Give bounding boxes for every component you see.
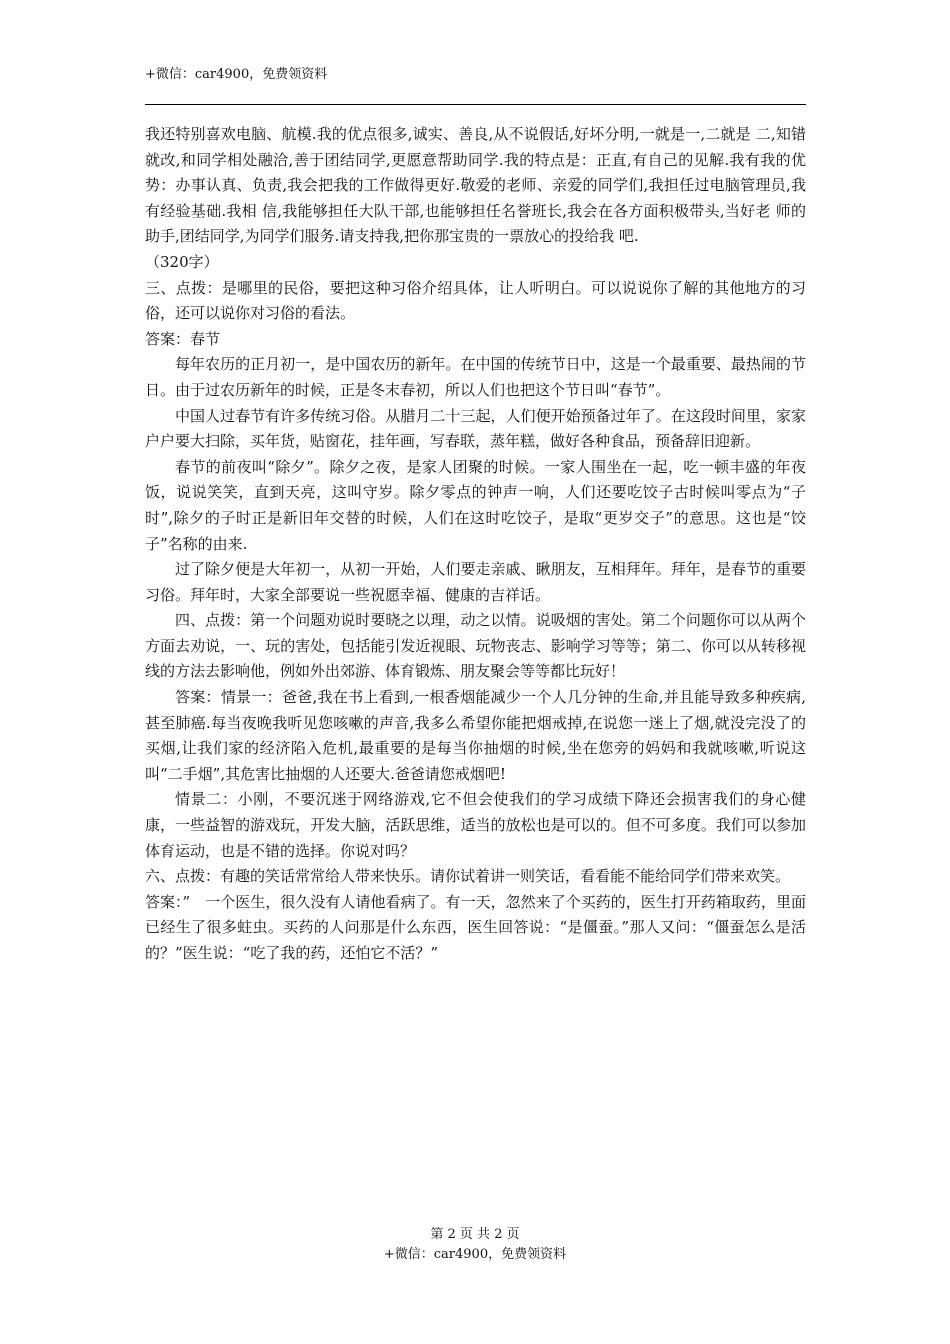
paragraph-word-count: （320字） — [145, 252, 219, 271]
paragraph-scenario-one-answer: 答案：情景一：爸爸,我在书上看到,一根香烟能减少一个人几分钟的生命,并且能导致多种疾病,甚至肺癌.每当夜晚我听见您咳嗽的声音,我多么希望你能把烟戒掉,在说您一迷上了烟,就没完没了的买烟,让我们家的经济陷入危机,最重要的是每当你抽烟的时候,坐在您旁的妈妈和我就咳嗽,听说这叫“二手烟”,其危害比抽烟的人还要大.爸爸请您戒烟吧! — [145, 688, 806, 783]
paragraph-joke-answer: 答案：” 一个医生，很久没有人请他看病了。有一天，忽然来了个买药的，医生打开药箱取药，里面已经生了很多蛀虫。买药的人问那是什么东西，医生回答说：“是僵蚕。”那人又问：“僵蚕怎么是活的？”医生说：“吃了我的药，还怕它不活？” — [145, 892, 806, 962]
paragraph-section-six-hint: 六、点拨：有趣的笑话常常给人带来快乐。请你试着讲一则笑话，看看能不能给同学们带来欢笑。 — [145, 867, 791, 886]
paragraph-section-three-hint: 三、点拨：是哪里的民俗，要把这种习俗介绍具体，让人听明白。可以说说你了解的其他地方的习俗，还可以说你对习俗的看法。 — [145, 278, 806, 323]
paragraph-section-four-hint: 四、点拨：第一个问题劝说时要晓之以理，动之以情。说吸烟的害处。第二个问题你可以从两个方面去劝说，一、玩的害处，包括能引发近视眼、玩物丧志、影响学习等等；第二、你可以从转移视线的方法去影响他，例如外出郊游、体育锻炼、朋友聚会等等都比玩好！ — [145, 611, 806, 681]
paragraph-new-year-greetings: 过了除夕便是大年初一，从初一开始，人们要走亲戚、瞅朋友，互相拜年。拜年，是春节的重要习俗。拜年时，大家全部要说一些祝愿幸福、健康的吉祥话。 — [145, 560, 806, 604]
paragraph-spring-festival-intro: 每年农历的正月初一，是中国农历的新年。在中国的传统节日中，这是一个最重要、最热闹的节日。由于过农历新年的时候，正是冬末春初，所以人们也把这个节日叫“春节”。 — [145, 355, 806, 399]
paragraph-new-years-eve: 春节的前夜叫“除夕”。除夕之夜，是家人团聚的时候。一家人围坐在一起，吃一顿丰盛的年夜饭，说说笑笑，直到天亮，这叫守岁。除夕零点的钟声一响，人们还要吃饺子古时候叫零点为“子时”,除夕的子时正是新旧年交替的时候，人们在这时吃饺子，是取“更岁交子”的意思。这也是“饺子”名称的由来. — [145, 457, 806, 553]
paragraph-answer-spring-festival: 答案：春节 — [145, 329, 221, 348]
footer-wechat-text: +微信：car4900，免费领资料 — [383, 1247, 567, 1262]
document-body — [145, 122, 806, 967]
header-divider — [145, 104, 806, 105]
page-number: 第 2 页 共 2 页 — [430, 1227, 520, 1242]
header-wechat-text: +微信：car4900，免费领资料 — [145, 67, 328, 82]
paragraph-scenario-two-answer: 情景二：小刚，不要沉迷于网络游戏,它不但会使我们的学习成绩下降还会损害我们的身心健康，一些益智的游戏玩，开发大脑，活跃思维，适当的放松也是可以的。但不可多度。我们可以参加体育运动，也是不错的选择。你说对吗？ — [145, 790, 806, 860]
paragraph-spring-festival-customs: 中国人过春节有许多传统习俗。从腊月二十三起，人们便开始预备过年了。在这段时间里，家家户户要大扫除，买年货，贴窗花，挂年画，写春联，蒸年糕，做好各种食品，预备辞旧迎新。 — [145, 406, 806, 451]
paragraph-self-introduction: 我还特别喜欢电脑、航模.我的优点很多,诚实、善良,从不说假话,好坏分明,一就是一,二就是 二,知错就改,和同学相处融洽,善于团结同学,更愿意帮助同学.我的特点是：正直,有自己的见解.我有我的优势：办事认真、负责,我会把我的工作做得更好.敬爱的老师、亲爱的同学们,我担任过电脑管理员,我有经验基础.我相 信,我能够担任大队干部,也能够担任名誉班长,我会在各方面积极带头,当好老 师的助手,团结同学,为同学们服务.请支持我,把你那宝贵的一票放心的投给我 吧. — [145, 125, 806, 246]
